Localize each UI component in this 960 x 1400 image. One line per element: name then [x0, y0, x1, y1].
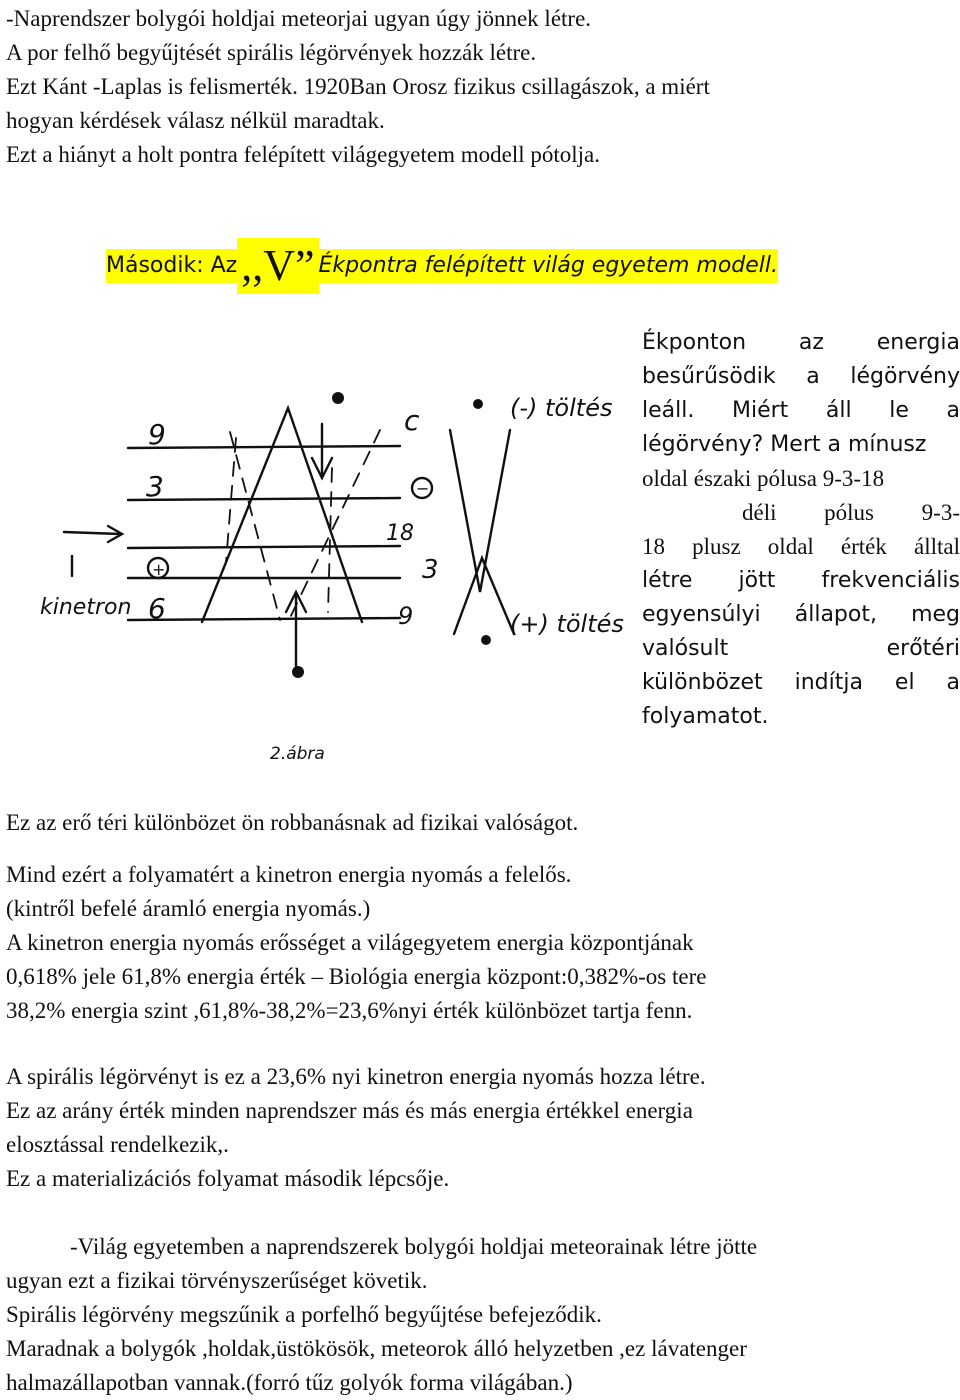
minus-sign: − [416, 479, 430, 498]
kinetron-label: kinetron [40, 595, 132, 620]
ekpont-figure [30, 372, 640, 712]
side-line: besűrűsödik a légörvény [642, 364, 960, 389]
dashed-v-right [288, 430, 380, 622]
body-line: Ez az erő téri különbözet ön robbanásnak ad fizikai valóságot. [6, 810, 579, 835]
heading-suffix: Ékpontra felépített világ egyetem modell. [319, 249, 779, 283]
intro-line: -Naprendszer bolygói holdjai meteorjai ugyan úgy jönnek létre. [6, 6, 592, 31]
kinetron-arrow [64, 532, 120, 534]
side-line: folyamatot. [642, 704, 769, 729]
side-line: leáll. Miért áll le a [642, 398, 960, 423]
body-paragraph-1 [6, 806, 948, 1028]
body-line: ugyan ezt a fizikai törvényszerűséget követik. [6, 1268, 428, 1293]
body-line: A spirális légörvényt is ez a 23,6% nyi kinetron energia nyomás hozza létre. [6, 1064, 706, 1089]
body-line: Ez az arány érték minden naprendszer más és más energia értékkel energia [6, 1098, 693, 1123]
dashed-v-left [230, 432, 280, 620]
body-paragraph-3 [6, 1230, 948, 1400]
body-line: Spirális légörvény megszűnik a porfelhő begyűjtése befejeződik. [6, 1302, 602, 1327]
section-heading [106, 238, 778, 294]
side-line: létre jött frekvenciális [642, 568, 960, 593]
body-line: elosztással rendelkezik,. [6, 1132, 229, 1157]
dot [332, 392, 344, 404]
dashed-stroke [328, 468, 332, 612]
dot [292, 666, 304, 678]
intro-line: Ezt Kánt -Laplas is felismerték. 1920Ban Orosz fizikus csillagászok, a miért [6, 74, 710, 99]
body-line: A kinetron energia nyomás erősséget a világegyetem energia központjának [6, 930, 694, 955]
intro-paragraph [6, 2, 948, 172]
side-line: valósult erőtéri [642, 636, 960, 661]
body-line: Mind ezért a folyamatért a kinetron energia nyomás a felelős. [6, 862, 572, 887]
body-line: 0,618% jele 61,8% energia érték – Biológia energia központ:0,382%-os tere [6, 964, 707, 989]
body-line: 38,2% energia szint ,61,8%-38,2%=23,6%nyi érték különbözet tartja fenn. [6, 998, 693, 1023]
body-line: Ez a materializációs folyamat második lépcsője. [6, 1166, 450, 1191]
body-paragraph-2 [6, 1060, 948, 1196]
body-line: -Világ egyetemben a naprendszerek bolygói holdjai meteorainak létre jötte [70, 1234, 758, 1259]
figure-caption: 2.ábra [270, 744, 325, 764]
side-line: déli pólus 9-3- [742, 500, 960, 525]
plus-charge-label: (+) töltés [510, 610, 624, 638]
side-line: 18 plusz oldal érték álltal [642, 534, 960, 559]
side-line: különbözet indítja el a [642, 670, 960, 695]
body-line: Maradnak a bolygók ,holdak,üstökösök, meteorok álló helyzetben ,ez lávatenger [6, 1336, 747, 1361]
grid-line [128, 498, 400, 500]
minus-charge-label: (-) töltés [510, 394, 613, 422]
side-line: egyensúlyi állapot, meg [642, 602, 960, 627]
label-3-right: 3 [422, 555, 439, 585]
side-line: légörvény? Mert a mínusz [642, 432, 927, 457]
label-c-right: c [404, 404, 420, 437]
heading-prefix: Második: Az [106, 249, 237, 283]
big-v [450, 430, 510, 592]
heading-v-quote: ,,V” [237, 238, 318, 294]
body-line: halmazállapotban vannak.(forró tűz golyók forma világában.) [6, 1370, 573, 1395]
side-line: Ékponton az energia [642, 330, 960, 355]
dot [473, 399, 483, 409]
grid-line [128, 546, 400, 548]
dot [481, 635, 491, 645]
intro-line: hogyan kérdések válasz nélkül maradtak. [6, 108, 385, 133]
side-column [642, 326, 960, 734]
label-9-right: 9 [398, 602, 414, 630]
side-line: oldal északi pólusa 9-3-18 [642, 466, 885, 491]
plus-sign: + [152, 560, 166, 579]
label-18-right: 18 [386, 521, 414, 546]
triangle [202, 408, 362, 622]
label-3-left: 3 [146, 470, 164, 503]
body-line: (kintről befelé áramló energia nyomás.) [6, 896, 371, 921]
grid-line [128, 618, 400, 620]
label-6-left: 6 [148, 592, 166, 625]
grid-line [128, 446, 400, 448]
intro-line: Ezt a hiányt a holt pontra felépített világegyetem modell pótolja. [6, 142, 600, 167]
label-9-left: 9 [148, 418, 166, 451]
intro-line: A por felhő begyűjtését spirális légörvények hozzák létre. [6, 40, 537, 65]
